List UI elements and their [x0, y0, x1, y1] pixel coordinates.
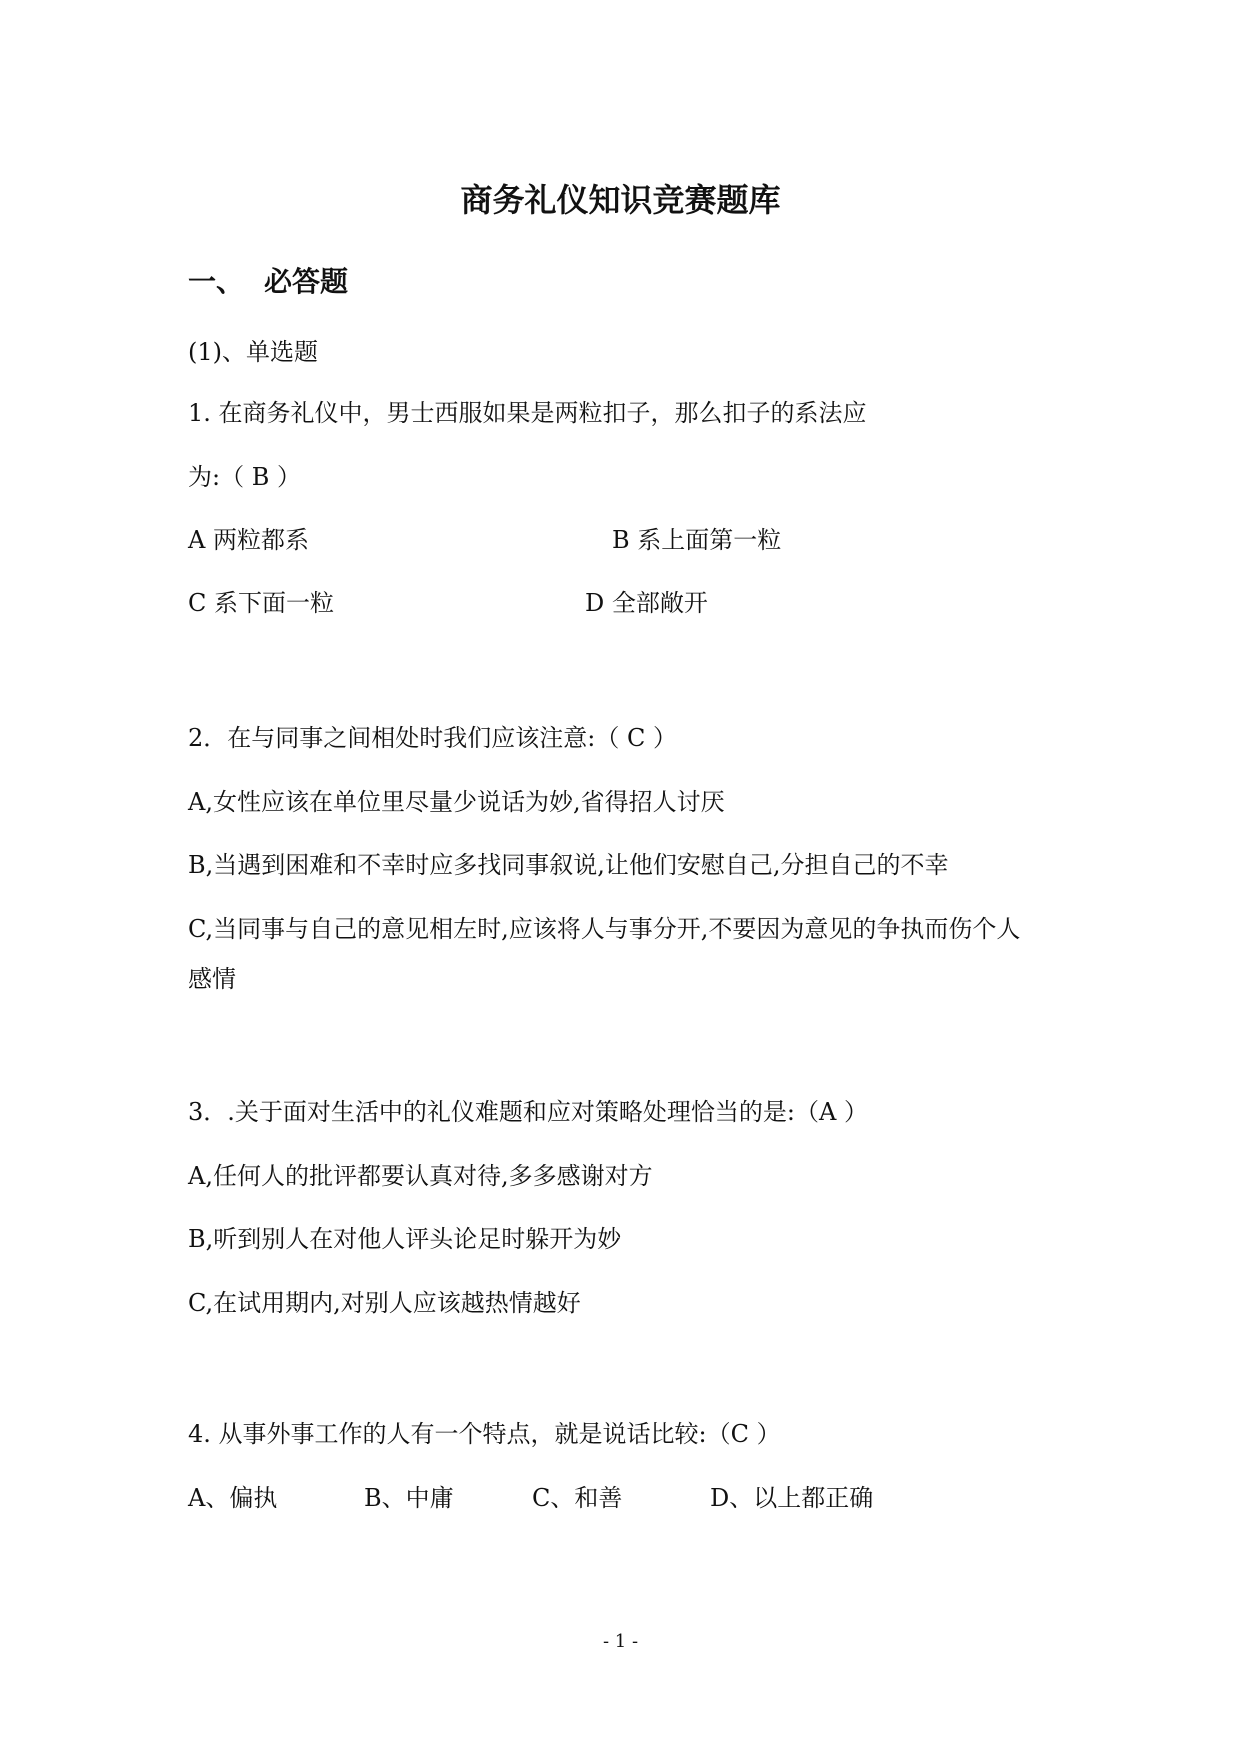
question-2-option-c: C,当同事与自己的意见相左时,应该将人与事分开,不要因为意见的争执而伤个人	[188, 915, 1021, 943]
section-heading	[188, 262, 348, 302]
question-4-stem: 4. 从事外事工作的人有一个特点，就是说话比较:（C ）	[188, 1420, 781, 1448]
page-number: - 1 -	[602, 1631, 639, 1652]
question-2-option-b: B,当遇到困难和不幸时应多找同事叙说,让他们安慰自己,分担自己的不幸	[188, 851, 949, 879]
question-1-option-c: C 系下面一粒	[188, 589, 334, 617]
question-1-stem: 1. 在商务礼仪中，男士西服如果是两粒扣子，那么扣子的系法应	[188, 399, 867, 427]
subsection-heading: (1)、单选题	[188, 338, 318, 366]
question-4-option-b: B、中庸	[364, 1484, 454, 1512]
question-1-option-d: D 全部敞开	[585, 589, 708, 617]
section-title: 必答题	[264, 265, 349, 298]
question-1-stem-continued: 为:（ B ）	[188, 463, 301, 491]
section-number: 一、	[188, 265, 245, 298]
question-4-option-c: C、和善	[532, 1484, 623, 1512]
question-2-option-a: A,女性应该在单位里尽量少说话为妙,省得招人讨厌	[188, 788, 725, 816]
document-title: 商务礼仪知识竞赛题库	[460, 181, 781, 219]
question-1-option-a: A 两粒都系	[188, 526, 309, 554]
question-2-option-c-continued: 感情	[188, 965, 236, 993]
question-3-stem: 3．.关于面对生活中的礼仪难题和应对策略处理恰当的是:（A ）	[188, 1098, 868, 1126]
question-3-option-b: B,听到别人在对他人评头论足时躲开为妙	[188, 1225, 622, 1253]
question-4-option-a: A、偏执	[188, 1484, 278, 1512]
question-3-option-c: C,在试用期内,对别人应该越热情越好	[188, 1289, 581, 1317]
question-2-stem: 2．在与同事之间相处时我们应该注意:（ C ）	[188, 724, 677, 752]
question-3-option-a: A,任何人的批评都要认真对待,多多感谢对方	[188, 1162, 653, 1190]
question-4-option-d: D、以上都正确	[710, 1484, 874, 1512]
question-1-option-b: B 系上面第一粒	[612, 526, 782, 554]
